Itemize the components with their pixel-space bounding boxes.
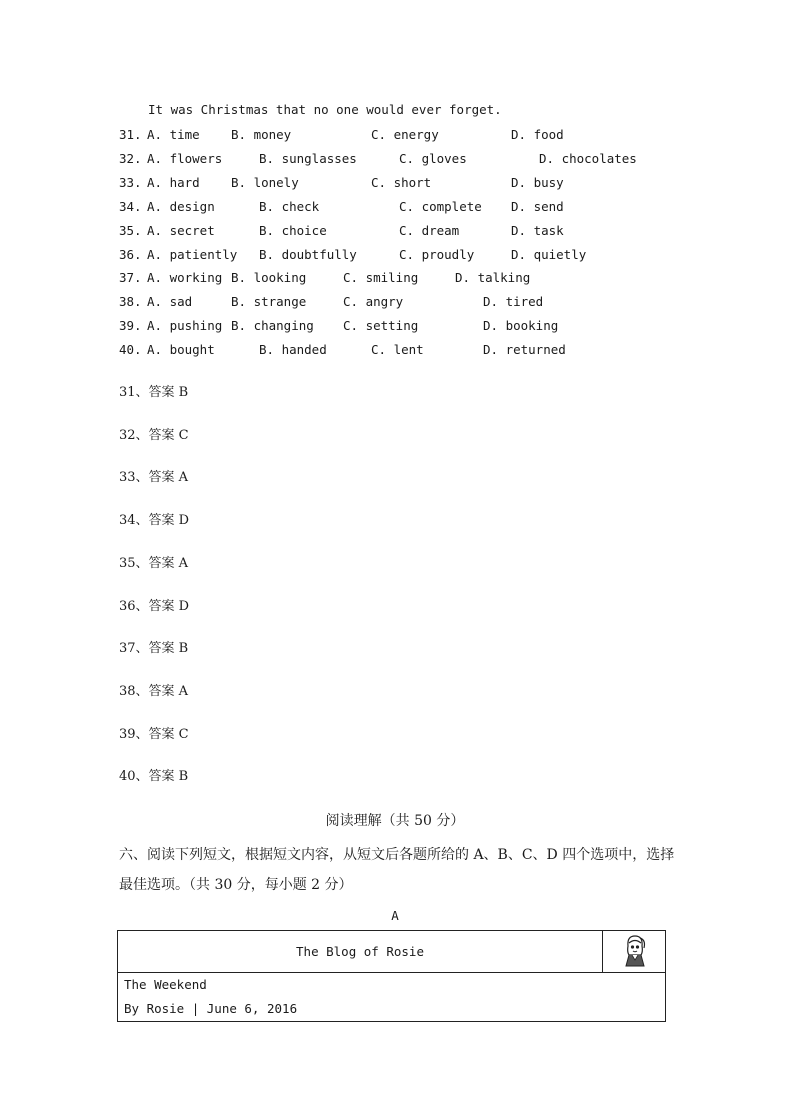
option-a: A. patiently: [147, 246, 238, 262]
option-d: D. send: [511, 198, 564, 214]
option-c: C. energy: [371, 127, 439, 142]
option-c: C. angry: [343, 294, 404, 310]
answer-line: 37、答案 B: [119, 641, 189, 657]
answer-line: 32、答案 C: [119, 427, 189, 443]
question-number: 36.: [119, 246, 142, 262]
option-d: D. task: [511, 222, 564, 238]
blog-table: [117, 930, 666, 1022]
option-d: D. tired: [483, 294, 544, 310]
question-number: 33.: [119, 174, 142, 190]
answer-line: 40、答案 B: [119, 769, 189, 785]
blog-post-title: The Weekend: [124, 977, 207, 992]
option-b: B. sunglasses: [259, 150, 357, 166]
blog-post-meta: [118, 973, 666, 1022]
answer-line: 31、答案 B: [119, 385, 189, 400]
blog-byline: By Rosie | June 6, 2016: [124, 1001, 298, 1016]
option-c: C. short: [371, 174, 432, 190]
answer-line: 35、答案 A: [119, 555, 189, 571]
option-b: B. doubtfully: [259, 246, 357, 262]
option-a: A. bought: [147, 342, 215, 358]
option-a: A. flowers: [147, 150, 223, 166]
option-c: C. complete: [399, 198, 482, 214]
answer-line: 33、答案 A: [119, 470, 189, 486]
instructions-line-1: 六、阅读下列短文，根据短文内容，从短文后各题所给的 A、B、C、D 四个选项中，选择: [119, 847, 675, 863]
option-d: D. chocolates: [539, 150, 637, 166]
option-a: A. design: [147, 198, 215, 214]
option-a: A. working: [147, 270, 223, 286]
question-number: 32.: [119, 150, 142, 166]
option-b: B. strange: [231, 294, 307, 310]
question-number: 38.: [119, 294, 142, 310]
girl-avatar-icon: [619, 932, 649, 968]
instructions-line-2: 最佳选项。（共 30 分，每小题 2 分）: [119, 877, 353, 893]
intro-sentence: It was Christmas that no one would ever forget.: [148, 102, 502, 117]
option-b: B. changing: [231, 318, 314, 334]
answer-line: 38、答案 A: [119, 683, 189, 699]
option-c: C. dream: [399, 222, 460, 238]
option-d: D. quietly: [511, 246, 587, 262]
answer-line: 36、答案 D: [119, 598, 190, 614]
option-d: D. food: [511, 127, 564, 142]
option-a: A. time: [147, 127, 200, 142]
option-b: B. looking: [231, 270, 307, 286]
option-a: A. secret: [147, 222, 215, 238]
question-number: 31.: [119, 127, 142, 142]
question-number: 34.: [119, 198, 142, 214]
option-d: D. returned: [483, 342, 566, 358]
option-c: C. smiling: [343, 270, 419, 286]
blog-title: The Blog of Rosie: [118, 931, 603, 973]
question-number: 40.: [119, 342, 142, 358]
question-number: 39.: [119, 318, 142, 334]
option-a: A. sad: [147, 294, 193, 310]
option-b: B. money: [231, 127, 292, 142]
option-c: C. lent: [371, 342, 424, 358]
question-number: 37.: [119, 270, 142, 286]
passage-label: A: [391, 908, 399, 923]
option-b: B. handed: [259, 342, 327, 358]
option-d: D. talking: [455, 270, 531, 286]
question-number: 35.: [119, 222, 142, 238]
option-b: B. check: [259, 198, 320, 214]
option-d: D. busy: [511, 174, 564, 190]
option-b: B. lonely: [231, 174, 299, 190]
answer-line: 39、答案 C: [119, 726, 189, 742]
avatar: [603, 931, 666, 973]
option-b: B. choice: [259, 222, 327, 238]
option-c: C. gloves: [399, 150, 467, 166]
option-a: A. pushing: [147, 318, 223, 334]
option-a: A. hard: [147, 174, 200, 190]
answer-line: 34、答案 D: [119, 513, 190, 529]
option-c: C. setting: [343, 318, 419, 334]
option-d: D. booking: [483, 318, 559, 334]
option-c: C. proudly: [399, 246, 475, 262]
section-heading: 阅读理解（共 50 分）: [325, 813, 465, 829]
